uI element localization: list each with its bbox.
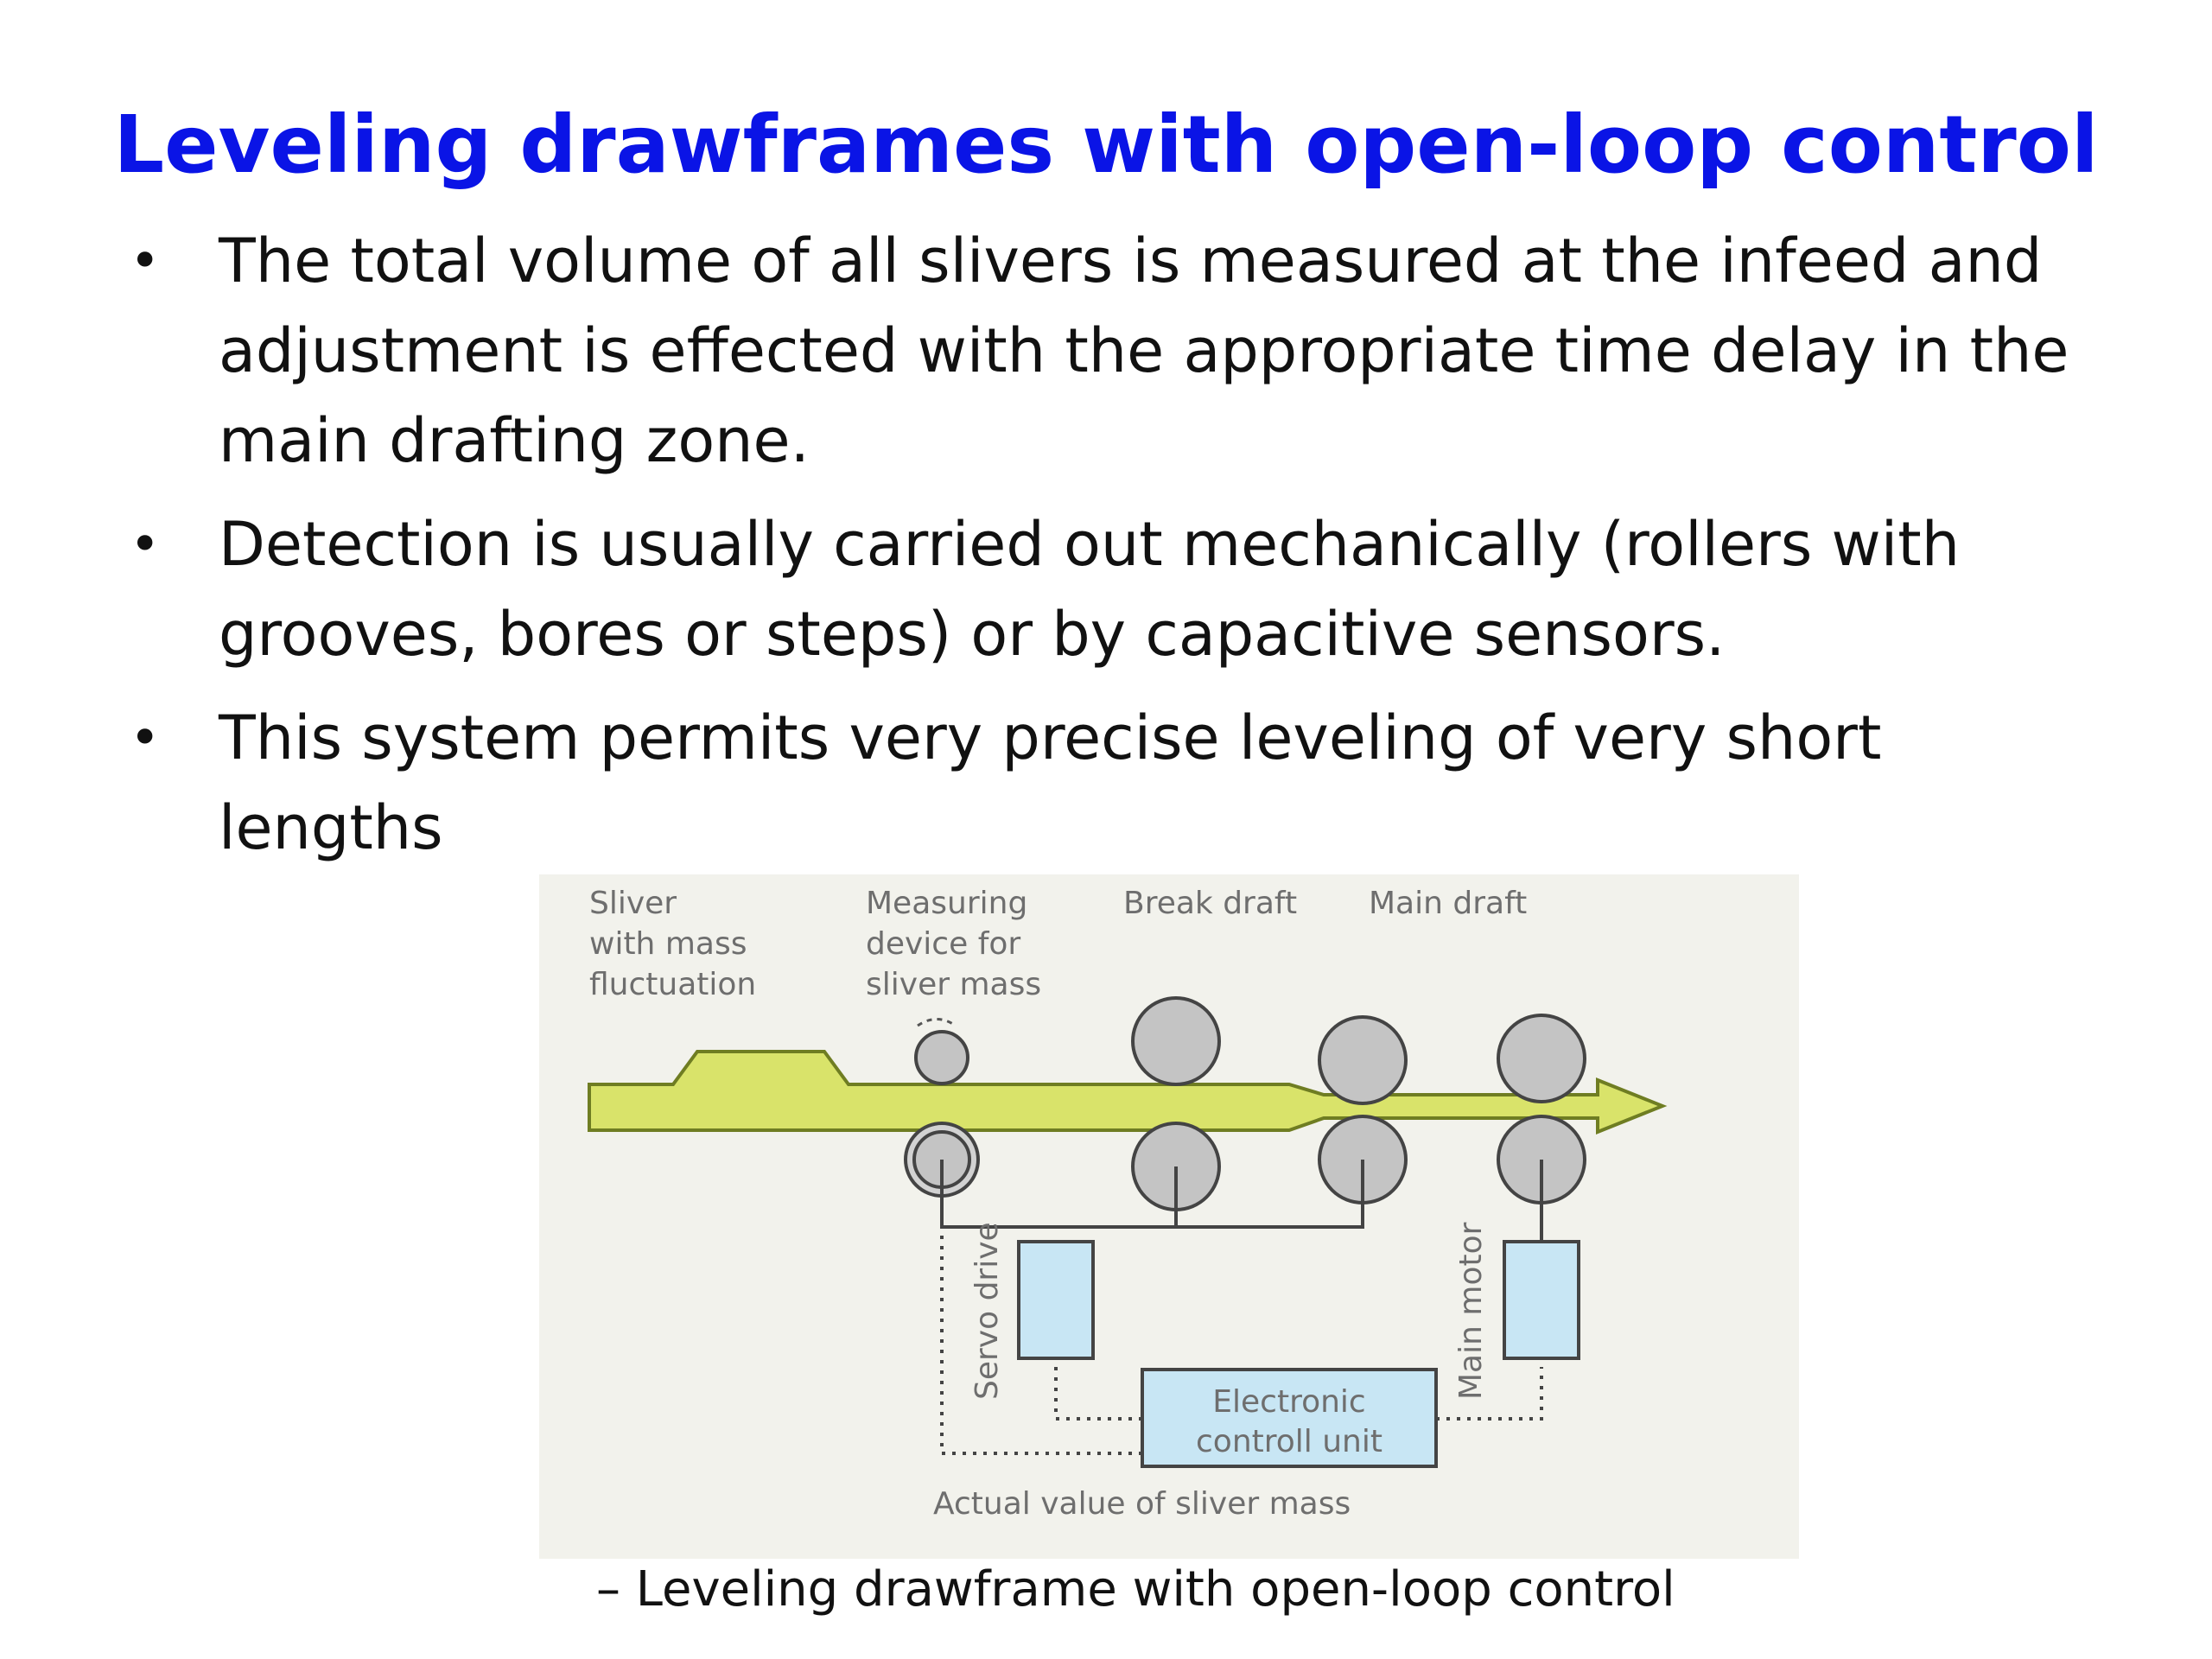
measuring-label-line-3: sliver mass [866, 967, 1042, 1002]
diagram-svg [539, 874, 1799, 1559]
drawframe-diagram [539, 874, 1799, 1559]
bullet-item [130, 499, 2117, 679]
main-draft-roller-top [1498, 1015, 1585, 1102]
bullet-list [130, 216, 2117, 887]
bullet-icon: • [130, 708, 161, 768]
main-draft-label: Main draft [1369, 886, 1528, 921]
measuring-roller-top [916, 1032, 968, 1084]
break-draft-label: Break draft [1123, 886, 1298, 921]
measuring-label-line-2: device for [866, 926, 1021, 962]
motor-signal-line [1436, 1367, 1541, 1419]
bullet-text: This system permits very precise leveling of very short lengths [219, 702, 1882, 863]
main-motor-label: Main motor [1453, 1222, 1489, 1400]
servo-drive-box [1019, 1242, 1093, 1358]
bullet-icon: • [130, 231, 161, 291]
control-unit-label-line-1: Electronic [1212, 1384, 1366, 1420]
measuring-probe-icon [918, 1020, 956, 1027]
bullet-icon: • [130, 514, 161, 575]
bullet-item [130, 693, 2117, 873]
break-draft-roller-top [1133, 998, 1219, 1084]
control-unit-label-line-2: controll unit [1196, 1424, 1382, 1459]
actual-value-label: Actual value of sliver mass [933, 1486, 1351, 1522]
main-motor-box [1504, 1242, 1579, 1358]
servo-signal-line [1056, 1367, 1142, 1419]
bullet-text: The total volume of all slivers is measured at the infeed and adjustment is effected with the appropriate time delay in the main drafting zone. [219, 226, 2069, 476]
figure-caption: – Leveling drawframe with open-loop control [596, 1561, 1675, 1618]
middle-roller-top [1319, 1017, 1406, 1103]
slide-title: Leveling drawframes with open-loop control [113, 99, 2099, 191]
sliver-label-line-3: fluctuation [589, 967, 757, 1002]
bullet-text: Detection is usually carried out mechanically (rollers with grooves, bores or steps) or by capacitive sensors. [219, 509, 1961, 670]
sliver-label-line-2: with mass [589, 926, 747, 962]
bullet-item [130, 216, 2117, 486]
sliver-label-line-1: Sliver [589, 886, 677, 921]
servo-drive-label: Servo drive [969, 1222, 1005, 1400]
measuring-label-line-1: Measuring [866, 886, 1028, 921]
